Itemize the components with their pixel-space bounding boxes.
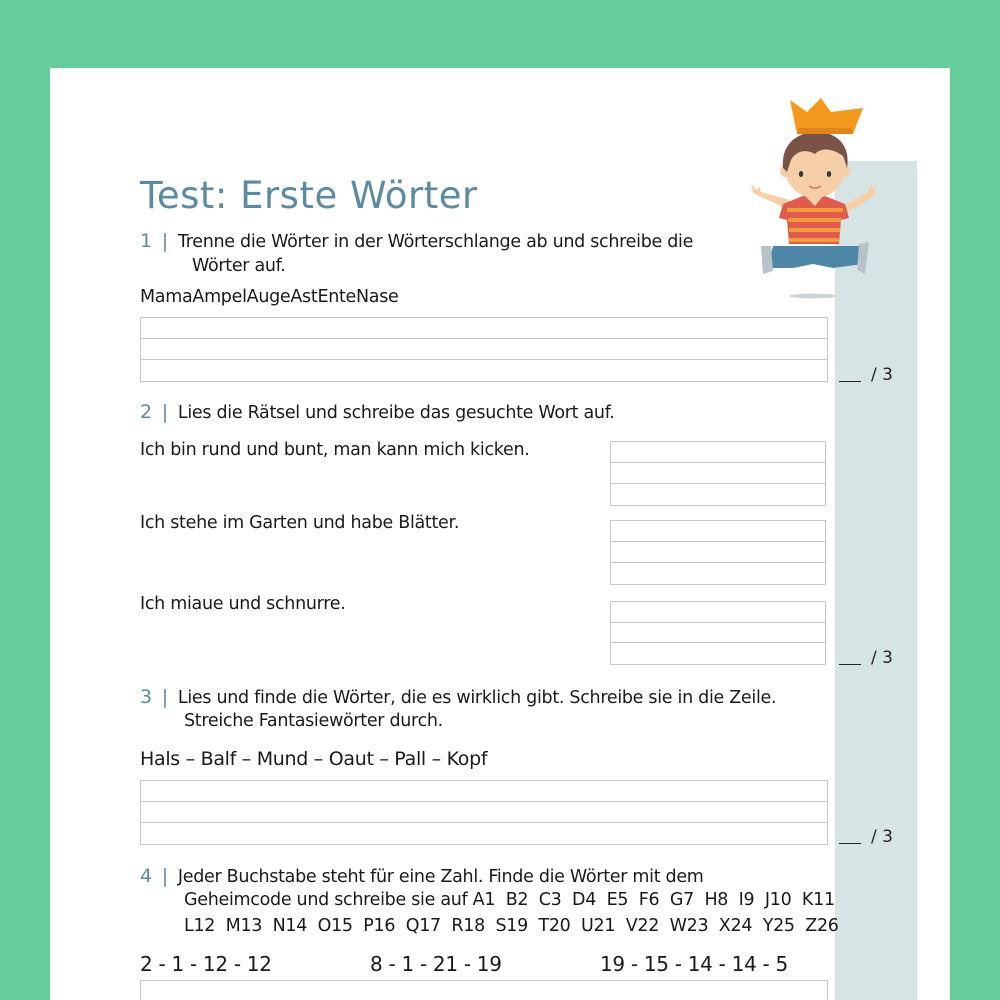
secret-code-2: 8 - 1 - 21 - 19 <box>370 952 502 976</box>
task-1-instruction-line2: Wörter auf. <box>192 256 286 276</box>
writing-line[interactable] <box>611 643 825 664</box>
secret-code-1: 2 - 1 - 12 - 12 <box>140 952 272 976</box>
writing-line[interactable] <box>611 623 825 644</box>
task-1-score: / 3 <box>839 365 893 385</box>
word-list: Hals – Balf – Mund – Oaut – Pall – Kopf <box>140 748 488 770</box>
riddle-1-answer-lines[interactable] <box>610 441 826 506</box>
task-4-number: 4 <box>140 865 152 887</box>
task-separator: | <box>161 401 168 423</box>
task-2-number: 2 <box>140 401 152 423</box>
task-4-instruction-line3: L12 M13 N14 O15 P16 Q17 R18 S19 T20 U21 V22 W23 X24 Y25 Z26 <box>184 916 839 936</box>
task-3-instruction <box>140 686 776 708</box>
task-3-number: 3 <box>140 686 152 708</box>
writing-line[interactable] <box>141 318 827 339</box>
riddle-3-answer-lines[interactable] <box>610 601 826 665</box>
score-blank[interactable] <box>839 381 861 382</box>
writing-line[interactable] <box>611 484 825 505</box>
writing-line[interactable] <box>611 563 825 584</box>
secret-code-3: 19 - 15 - 14 - 14 - 5 <box>600 952 788 976</box>
task-4-answer-lines[interactable] <box>140 980 828 1000</box>
writing-line[interactable] <box>141 360 827 381</box>
writing-line[interactable] <box>141 823 827 844</box>
riddle-1: Ich bin rund und bunt, man kann mich kicken. <box>140 440 530 460</box>
riddle-3: Ich miaue und schnurre. <box>140 594 346 614</box>
task-separator: | <box>161 865 168 887</box>
riddle-2-answer-lines[interactable] <box>610 520 826 585</box>
task-2-instruction-line1: Lies die Rätsel und schreibe das gesuchte Wort auf. <box>177 403 615 423</box>
task-1-instruction <box>140 230 693 252</box>
task-3-instruction-line1: Lies und finde die Wörter, die es wirklich gibt. Schreibe sie in die Zeile. <box>177 688 777 708</box>
task-1-instruction-line1: Trenne die Wörter in der Wörterschlange ab und schreibe die <box>177 232 694 252</box>
writing-line[interactable] <box>611 521 825 542</box>
task-1-number: 1 <box>140 230 152 252</box>
writing-line[interactable] <box>611 463 825 484</box>
writing-line[interactable] <box>611 542 825 563</box>
worksheet-page <box>50 68 950 1000</box>
word-snake: MamaAmpelAugeAstEnteNase <box>140 287 399 307</box>
task-4-instruction-line2: Geheimcode und schreibe sie auf A1 B2 C3 D4 E5 F6 G7 H8 I9 J10 K11 <box>184 890 835 910</box>
score-blank[interactable] <box>839 843 861 844</box>
writing-line[interactable] <box>141 802 827 823</box>
task-3-score: / 3 <box>839 827 893 847</box>
riddle-2: Ich stehe im Garten und habe Blätter. <box>140 513 460 533</box>
task-1-answer-lines[interactable] <box>140 317 828 382</box>
writing-line[interactable] <box>611 442 825 463</box>
task-separator: | <box>161 686 168 708</box>
writing-line[interactable] <box>141 339 827 360</box>
task-4-instruction-line1: Jeder Buchstabe steht für eine Zahl. Finde die Wörter mit dem <box>177 867 704 887</box>
task-3-answer-lines[interactable] <box>140 780 828 845</box>
jumping-boy-crown-icon <box>745 96 885 306</box>
task-2-score: / 3 <box>839 648 893 668</box>
page-title: Test: Erste Wörter <box>140 174 478 217</box>
task-3-instruction-line2: Streiche Fantasiewörter durch. <box>184 711 443 731</box>
task-separator: | <box>161 230 168 252</box>
writing-line[interactable] <box>141 781 827 802</box>
task-4-instruction <box>140 865 704 887</box>
writing-line[interactable] <box>611 602 825 623</box>
writing-line[interactable] <box>141 981 827 1000</box>
score-blank[interactable] <box>839 664 861 665</box>
task-2-instruction <box>140 401 615 423</box>
